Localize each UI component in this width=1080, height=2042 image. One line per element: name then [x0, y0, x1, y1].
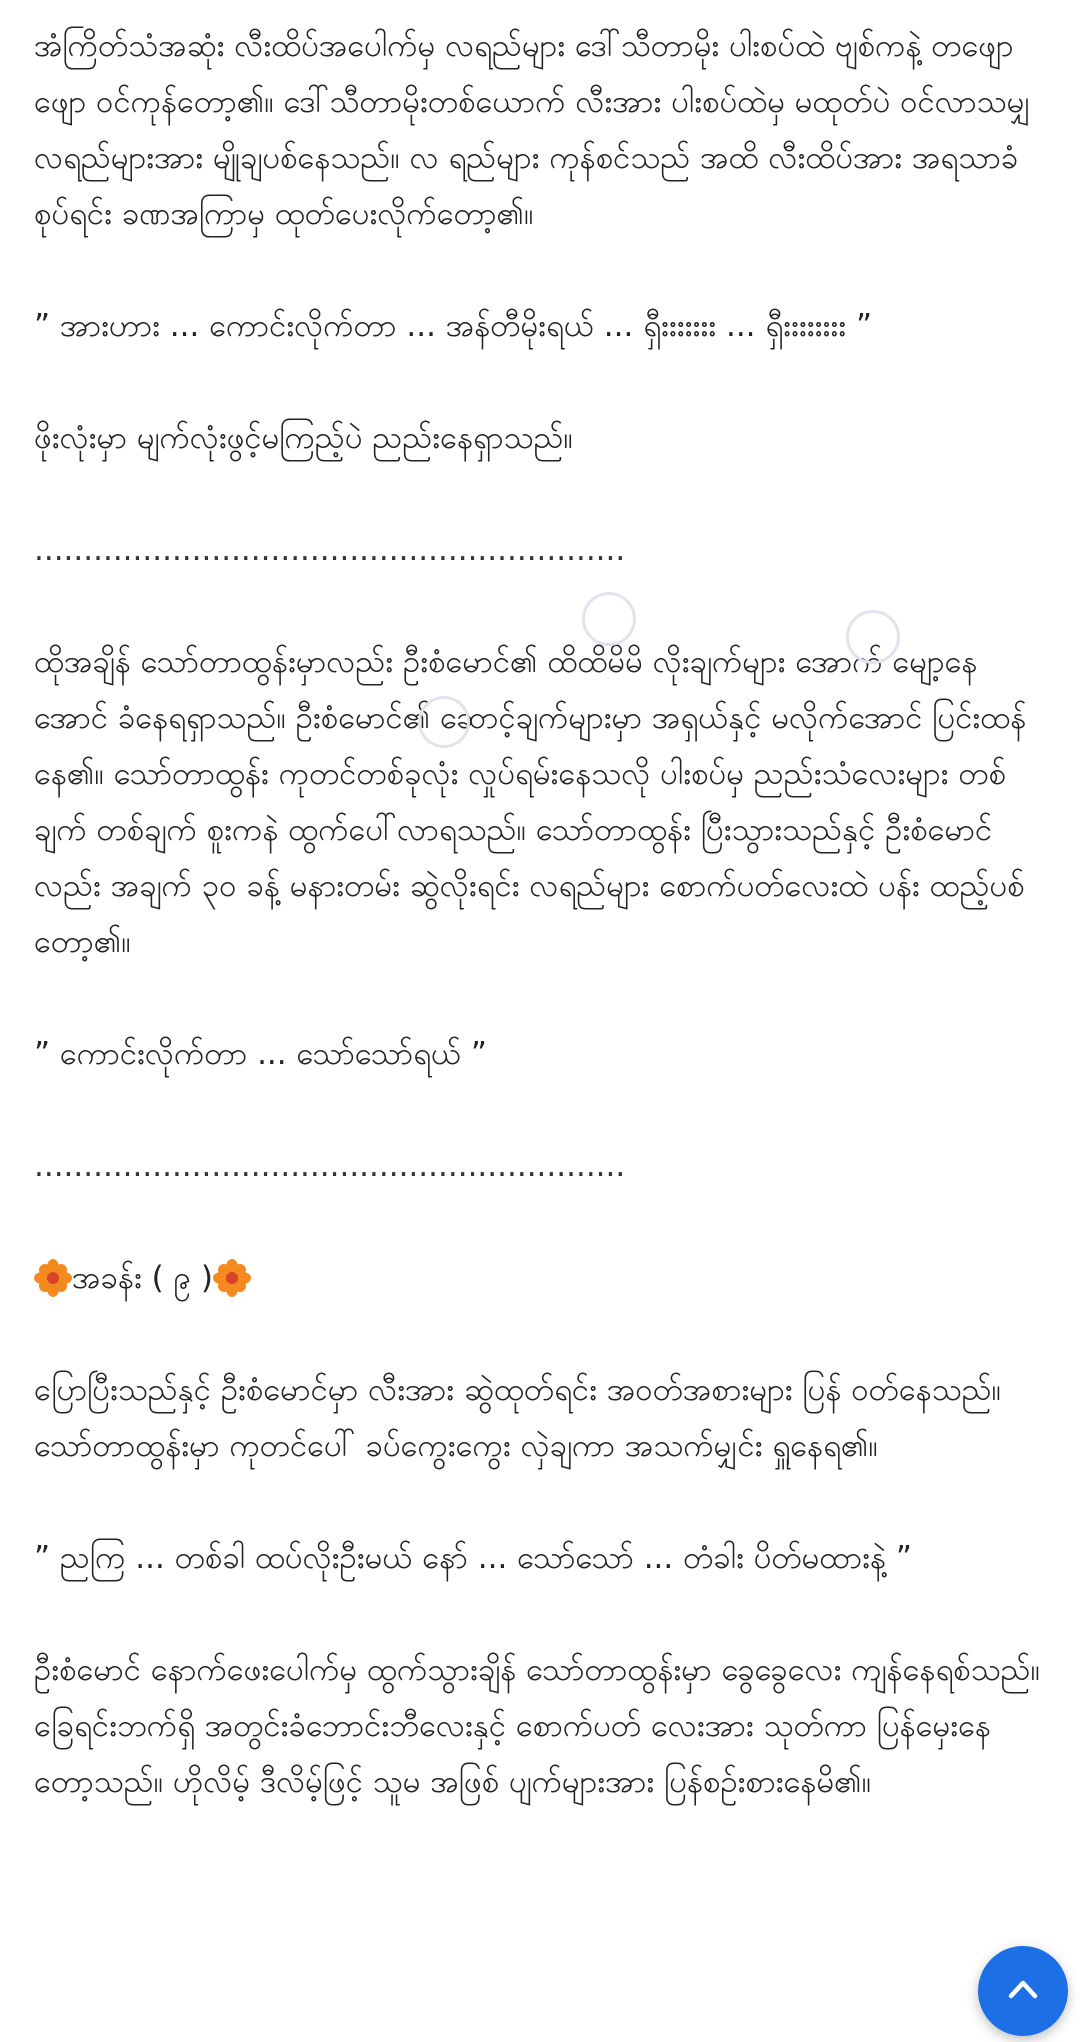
chapter-title: အခန်း ( ၉ )	[72, 1260, 213, 1296]
paragraph: ပြောပြီးသည်နှင့် ဦးစံမောင်မှာ လီးအား ဆွဲထုတ်ရင်း အဝတ်အစားများ ပြန် ဝတ်နေသည်။ သော်တာထွန်းမှာ ကုတင်ပေါ် ခပ်ကွေးကွေး လှဲချကာ အသက်မျှင်း ရှူနေရ၏။	[34, 1372, 1011, 1464]
section-separator: ............................................................	[34, 1148, 626, 1184]
paragraph: ဦးစံမောင် နောက်ဖေးပေါက်မှ ထွက်သွားချိန် သော်တာထွန်းမှာ ခွေခွေလေး ကျန်နေရစ်သည်။ ခြေရင်းဘက်ရှိ အတွင်းခံဘောင်းဘီလေးနှင့် စောက်ပတ် လေးအား သုတ်ကာ ပြန်မှေးနေတော့သည်။ ဟိုလိမ့် ဒီလိမ့်ဖြင့် သူမ အဖြစ် ပျက်များအား ပြန်စဉ်းစားနေမိ၏။	[34, 1652, 1050, 1800]
paragraph: ထိုအချိန် သော်တာထွန်းမှာလည်း ဦးစံမောင်၏ ထိထိမိမိ လိုးချက်များ အောက် မျော့နေအောင် ခံနေရရှာသည်။ ဦးစံမောင်၏ ဆောင့်ချက်များမှာ အရှယ်နှင့် မလိုက်အောင် ပြင်းထန်နေ၏။ သော်တာထွန်း ကုတင်တစ်ခုလုံး လှုပ်ရမ်းနေသလို ပါးစပ်မှ ညည်းသံလေးများ တစ်ချက် တစ်ချက် စူးကနဲ ထွက်ပေါ်လာရသည်။ သော်တာထွန်း ပြီးသွားသည်နှင့် ဦးစံမောင်လည်း အချက် ၃၀ ခန့် မနားတမ်း ဆွဲလိုးရင်း လရည်များ စောက်ပတ်လေးထဲ ပန်း ထည့်ပစ်တော့၏။	[34, 644, 1027, 960]
section-separator: ............................................................	[34, 532, 626, 568]
dialogue-line: ” အားဟား ... ကောင်းလိုက်တာ ... အန်တီမိုးရယ် ... ရှီးးးးးးး ... ရှီးးးးးးးး ”	[34, 308, 873, 344]
dialogue-line: ” ကောင်းလိုက်တာ ... သော်သော်ရယ် ”	[34, 1036, 487, 1072]
loading-ring-icon	[582, 592, 636, 646]
dialogue-line: ” ညကြ ... တစ်ခါ ထပ်လိုးဦးမယ် နော် ... သော်သော် ... တံခါး ပိတ်မထားနဲ့ ”	[34, 1540, 912, 1576]
chapter-heading	[34, 1250, 1044, 1306]
loading-ring-icon	[418, 696, 470, 748]
flower-icon	[213, 1259, 251, 1297]
chevron-up-icon	[1003, 1969, 1043, 2013]
loading-ring-icon	[846, 610, 900, 664]
paragraph: ဖိုးလုံးမှာ မျက်လုံးဖွင့်မကြည့်ပဲ ညည်းနေရှာသည်။	[34, 420, 573, 456]
flower-icon	[34, 1259, 72, 1297]
paragraph: အံကြိတ်သံအဆုံး လီးထိပ်အပေါက်မှ လရည်များ ဒေါ်သီတာမိုး ပါးစပ်ထဲ ဗျစ်ကနဲ့ တဖျောဖျော ဝင်ကုန်တော့၏။ ဒေါ်သီတာမိုးတစ်ယောက် လီးအား ပါးစပ်ထဲမှ မထုတ်ပဲ ဝင်လာသမျှ လရည်များအား မျိုချပစ်နေသည်။ လ ရည်များ ကုန်စင်သည် အထိ လီးထိပ်အား အရသာခံစုပ်ရင်း ခဏအကြာမှ ထုတ်ပေးလိုက်တော့၏။	[34, 28, 1041, 232]
scroll-to-top-button[interactable]	[978, 1946, 1068, 2036]
